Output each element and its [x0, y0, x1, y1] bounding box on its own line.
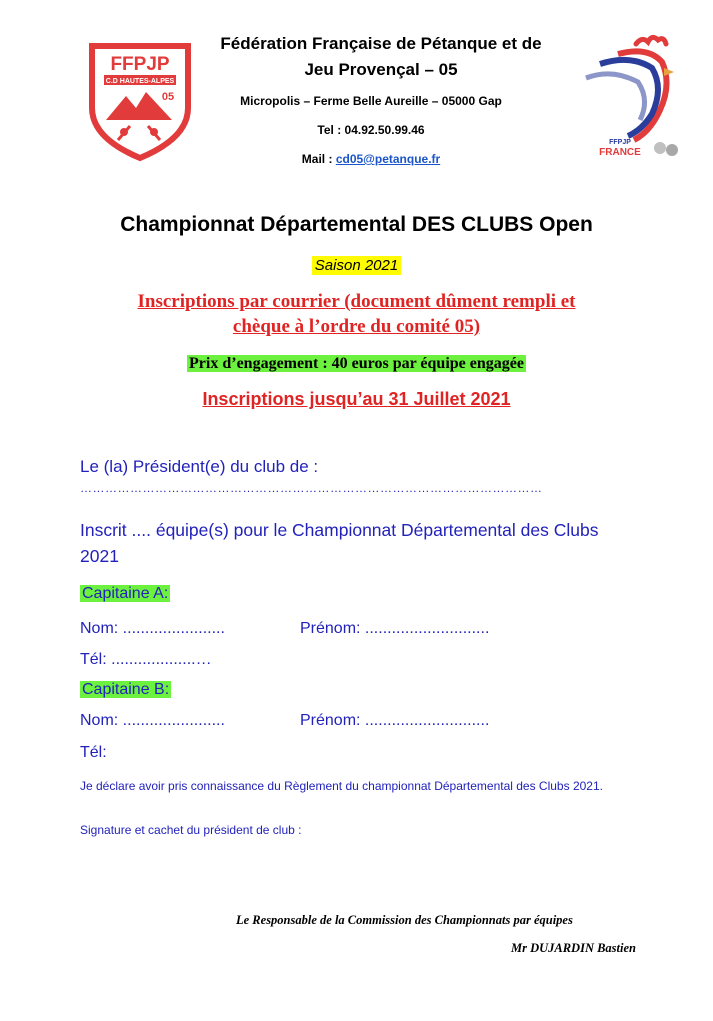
captain-b-nom: Nom: ....................... — [80, 712, 225, 729]
declaration-text: Je déclare avoir pris connaissance du Règlement du championnat Départemental des Clubs 2021. — [80, 779, 603, 793]
captain-a-heading — [80, 585, 170, 603]
logo-left-number: 05 — [161, 91, 175, 103]
price-line — [0, 355, 713, 373]
captain-a-label: Capitaine A: — [82, 585, 169, 602]
org-phone: Tel : 04.92.50.99.46 — [317, 123, 425, 137]
president-label: Le (la) Président(e) du club de : — [80, 457, 319, 476]
registration-line1: Inscriptions par courrier (document dûment rempli et — [137, 291, 576, 312]
ffpjp-france-logo — [578, 28, 686, 170]
captain-b-prenom: Prénom: ............................ — [300, 712, 490, 729]
logo-left-title: FFPJP — [110, 54, 170, 75]
captain-b-label: Capitaine B: — [82, 681, 170, 698]
signature-label: Signature et cachet du président de club : — [80, 823, 302, 837]
responsible-title: Le Responsable de la Commission des Championnats par équipes — [236, 913, 573, 927]
captain-b-heading — [80, 681, 171, 699]
org-mail — [196, 152, 546, 166]
org-name-line2: Jeu Provençal – 05 — [304, 60, 458, 79]
price-text: Prix d’engagement : 40 euros par équipe engagée — [189, 355, 524, 372]
mail-link[interactable]: cd05@petanque.fr — [335, 152, 441, 166]
captain-a-nom: Nom: ....................... — [80, 620, 225, 637]
ffpjp-hautes-alpes-logo — [88, 42, 192, 162]
captain-a-prenom: Prénom: ............................ — [300, 620, 490, 637]
captain-b-tel: Tél: — [80, 744, 107, 761]
responsible-name: Mr DUJARDIN Bastien — [510, 941, 636, 955]
document-title: Championnat Départemental DES CLUBS Open — [120, 213, 593, 236]
logo-right-text2: FRANCE — [599, 147, 641, 158]
deadline-text: Inscriptions jusqu’au 31 Juillet 2021 — [202, 389, 511, 409]
captain-a-tel: Tél: ...................… — [80, 651, 212, 668]
org-name-line1: Fédération Française de Pétanque et de — [220, 34, 542, 53]
mail-label: Mail : — [301, 152, 336, 166]
season-line — [0, 257, 713, 275]
season-badge: Saison 2021 — [312, 256, 401, 275]
registration-line2: chèque à l’ordre du comité 05) — [232, 316, 481, 337]
inscrit-text: Inscrit .... équipe(s) pour le Championnat Départemental des Clubs 2021 — [80, 520, 599, 566]
president-dots-field: ………………………………………………………………………………………………… — [80, 481, 543, 495]
logo-right-text1: FFPJP — [609, 139, 631, 146]
org-address: Micropolis – Ferme Belle Aureille – 05000 Gap — [240, 94, 502, 108]
logo-left-subtitle: C.D HAUTES-ALPES — [105, 78, 175, 85]
